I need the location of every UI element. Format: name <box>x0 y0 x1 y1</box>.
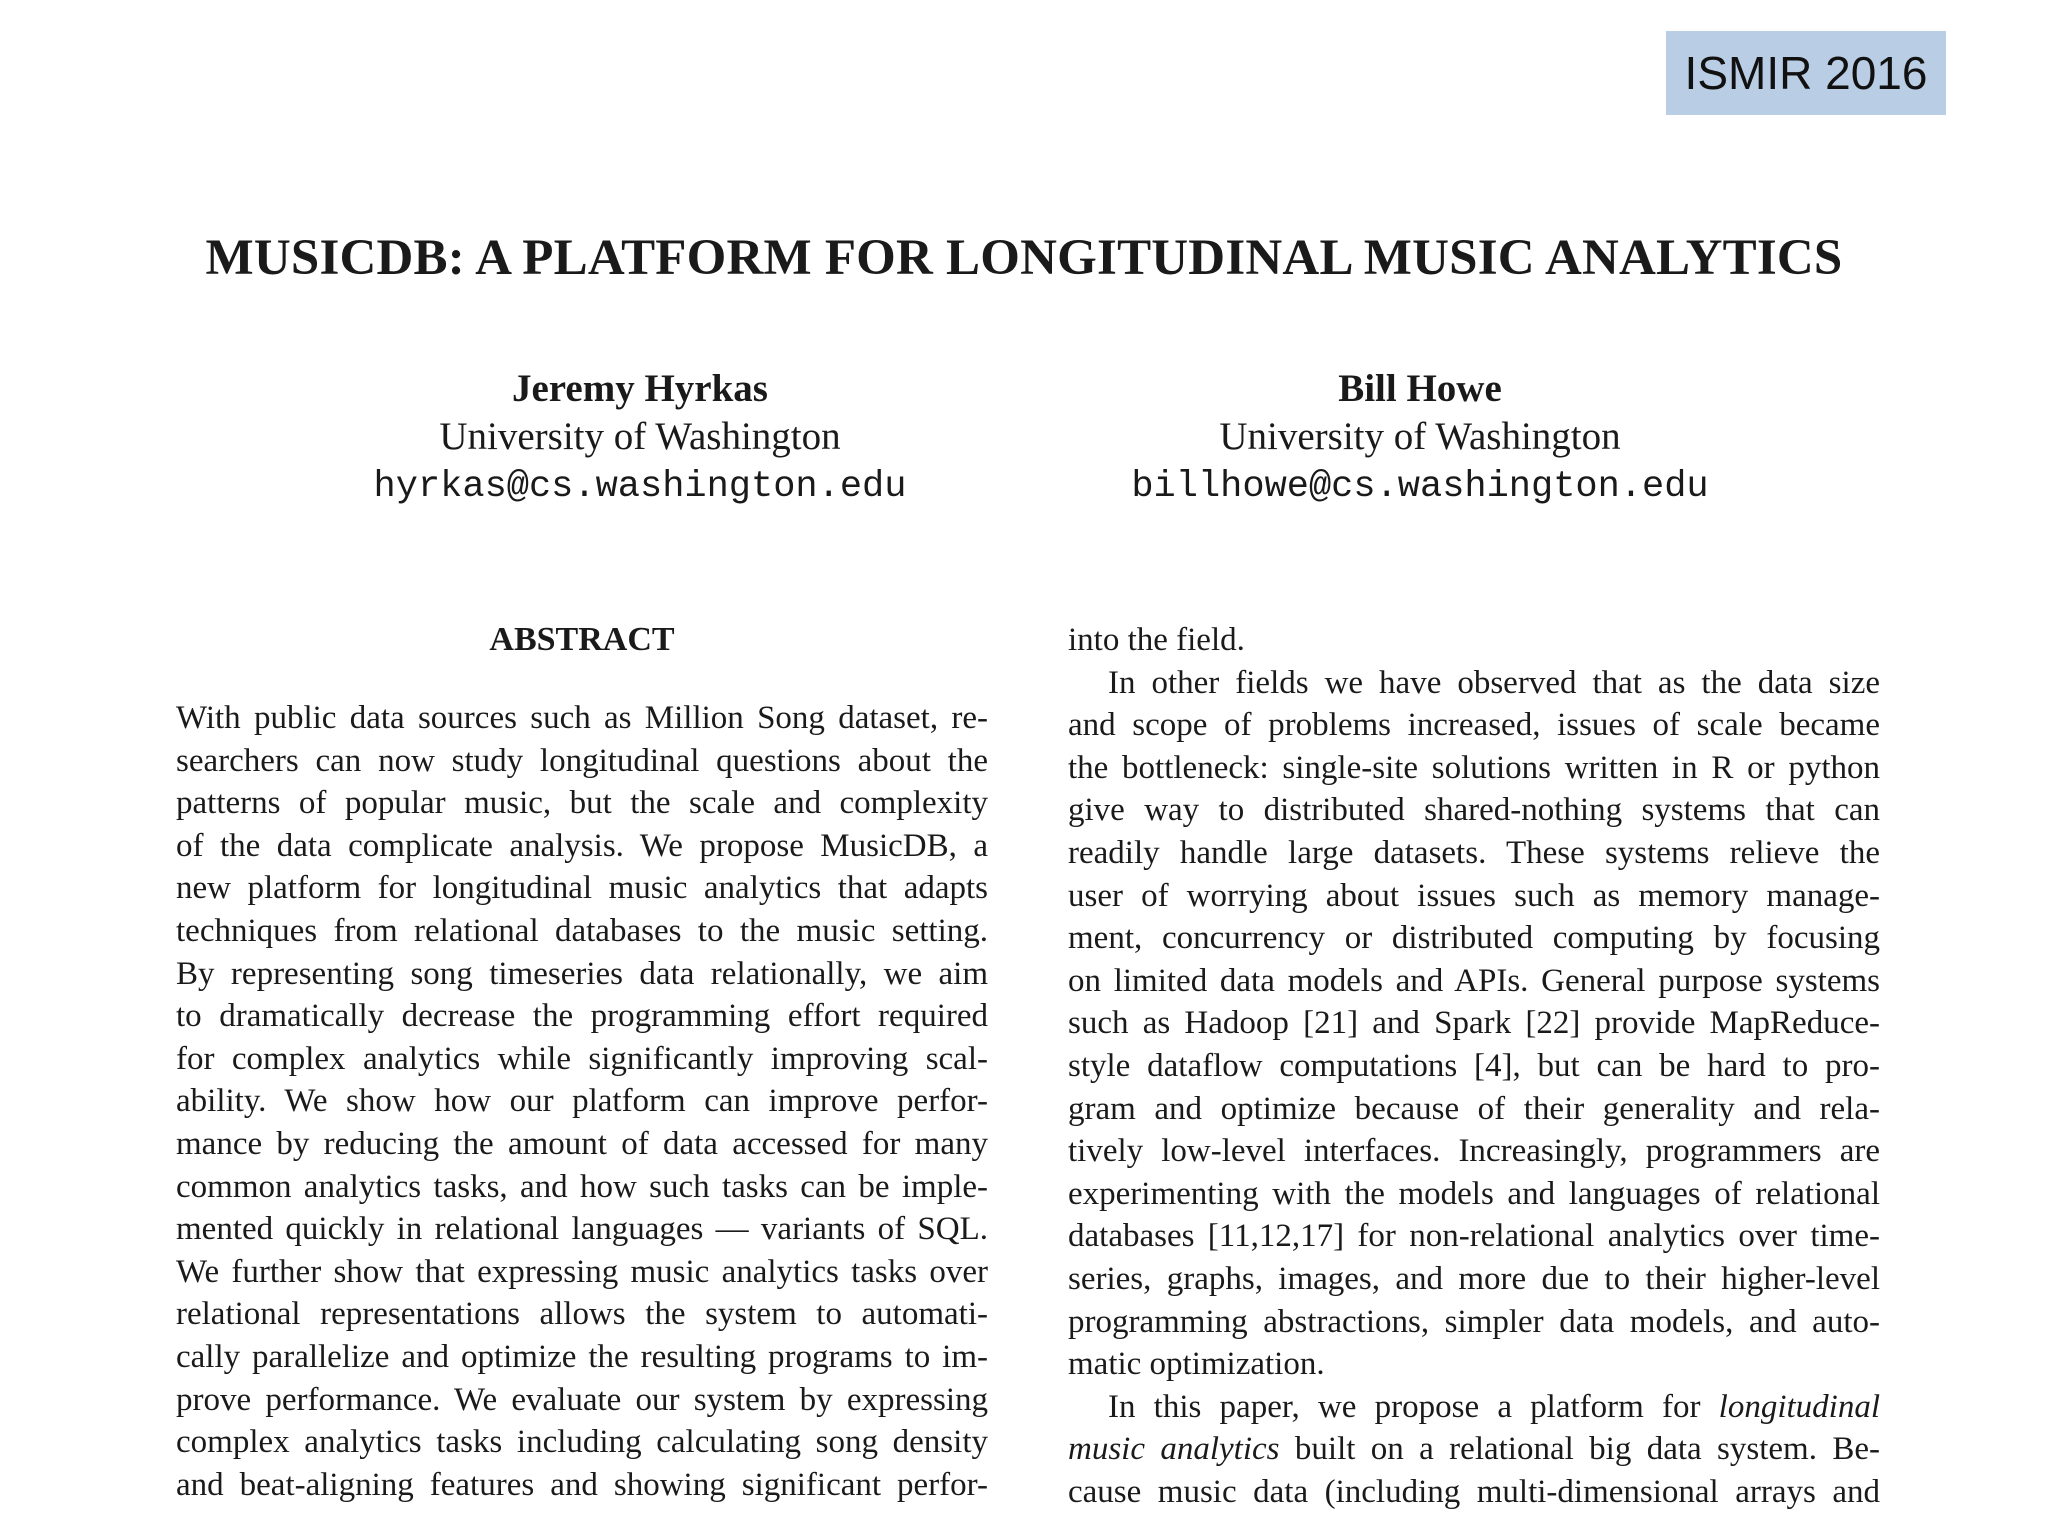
author-email: billhowe@cs.washington.edu <box>1131 466 1709 508</box>
abstract-line: to dramatically decrease the programming effort required <box>176 998 988 1035</box>
body-line: ment, concurrency or distributed computing by focusing <box>1068 920 1880 957</box>
paper-title: MUSICDB: A PLATFORM FOR LONGITUDINAL MUSIC ANALYTICS <box>205 230 1843 286</box>
abstract-line: We further show that expressing music analytics tasks over <box>176 1253 988 1290</box>
author-affiliation: University of Washington <box>1219 415 1621 458</box>
text-segment: In this paper, we propose a platform for <box>1108 1388 1719 1425</box>
italic-term: music analytics <box>1068 1431 1280 1468</box>
body-line: on limited data models and APIs. General purpose systems <box>1068 962 1880 999</box>
body-line: and scope of problems increased, issues of scale became <box>1068 707 1880 744</box>
body-line <box>1068 1386 1880 1429</box>
author-affiliation: University of Washington <box>439 415 841 458</box>
body-line: cause music data (including multi-dimensional arrays and <box>1068 1473 1880 1510</box>
abstract-line: patterns of popular music, but the scale and complexity <box>176 785 988 822</box>
body-line: readily handle large datasets. These systems relieve the <box>1068 834 1880 871</box>
body-line: into the field. <box>1068 622 1245 658</box>
abstract-line: By representing song timeseries data relationally, we aim <box>176 955 988 992</box>
author-block-1 <box>260 366 1020 512</box>
text-segment: built on a relational big data system. Be- <box>1279 1431 1880 1468</box>
author-name: Bill Howe <box>1338 367 1502 410</box>
abstract-line: new platform for longitudinal music analytics that adapts <box>176 870 988 907</box>
abstract-line: mance by reducing the amount of data accessed for many <box>176 1125 988 1162</box>
abstract-body <box>176 697 988 1536</box>
body-line: such as Hadoop [21] and Spark [22] provide MapReduce- <box>1068 1005 1880 1042</box>
body-line: user of worrying about issues such as memory manage- <box>1068 877 1880 914</box>
body-line <box>1068 1428 1880 1471</box>
author-name: Jeremy Hyrkas <box>512 367 768 410</box>
conference-badge: ISMIR 2016 <box>1666 31 1946 115</box>
abstract-line: of the data complicate analysis. We propose MusicDB, a <box>176 827 988 864</box>
italic-term: longitudinal <box>1718 1388 1880 1425</box>
abstract-line: mented quickly in relational languages — variants of SQL. <box>176 1211 988 1248</box>
intro-body <box>1068 619 1880 1536</box>
abstract-line: relational representations allows the system to automati- <box>176 1296 988 1333</box>
body-line: the bottleneck: single-site solutions written in R or python <box>1068 749 1880 786</box>
body-line: give way to distributed shared-nothing systems that can <box>1068 792 1880 829</box>
body-line: databases [11,12,17] for non-relational analytics over time- <box>1068 1218 1880 1255</box>
abstract-line: searchers can now study longitudinal questions about the <box>176 742 988 779</box>
author-block-2 <box>1040 366 1800 512</box>
abstract-line: for complex analytics while significantly improving scal- <box>176 1040 988 1077</box>
abstract-line: techniques from relational databases to the music setting. <box>176 912 988 949</box>
body-line: series, graphs, images, and more due to their higher-level <box>1068 1260 1880 1297</box>
abstract-heading: ABSTRACT <box>489 621 675 658</box>
abstract-line: prove performance. We evaluate our system by expressing <box>176 1381 988 1418</box>
body-line: matic optimization. <box>1068 1346 1325 1383</box>
abstract-line: ability. We show how our platform can improve perfor- <box>176 1083 988 1120</box>
body-line: experimenting with the models and languages of relational <box>1068 1175 1880 1212</box>
abstract-line: With public data sources such as Million Song dataset, re- <box>176 700 988 736</box>
body-line: style dataflow computations [4], but can be hard to pro- <box>1068 1047 1880 1084</box>
body-line: gram and optimize because of their generality and rela- <box>1068 1090 1880 1127</box>
author-email: hyrkas@cs.washington.edu <box>373 466 907 508</box>
body-line: In other fields we have observed that as the data size <box>1108 664 1880 701</box>
abstract-line: cally parallelize and optimize the resulting programs to im- <box>176 1338 988 1375</box>
abstract-line: and beat-aligning features and showing significant perfor- <box>176 1466 988 1503</box>
body-line: tively low-level interfaces. Increasingly, programmers are <box>1068 1133 1880 1170</box>
body-line: programming abstractions, simpler data models, and auto- <box>1068 1303 1880 1340</box>
abstract-line: common analytics tasks, and how such tasks can be imple- <box>176 1168 988 1205</box>
abstract-line: complex analytics tasks including calculating song density <box>176 1424 988 1461</box>
